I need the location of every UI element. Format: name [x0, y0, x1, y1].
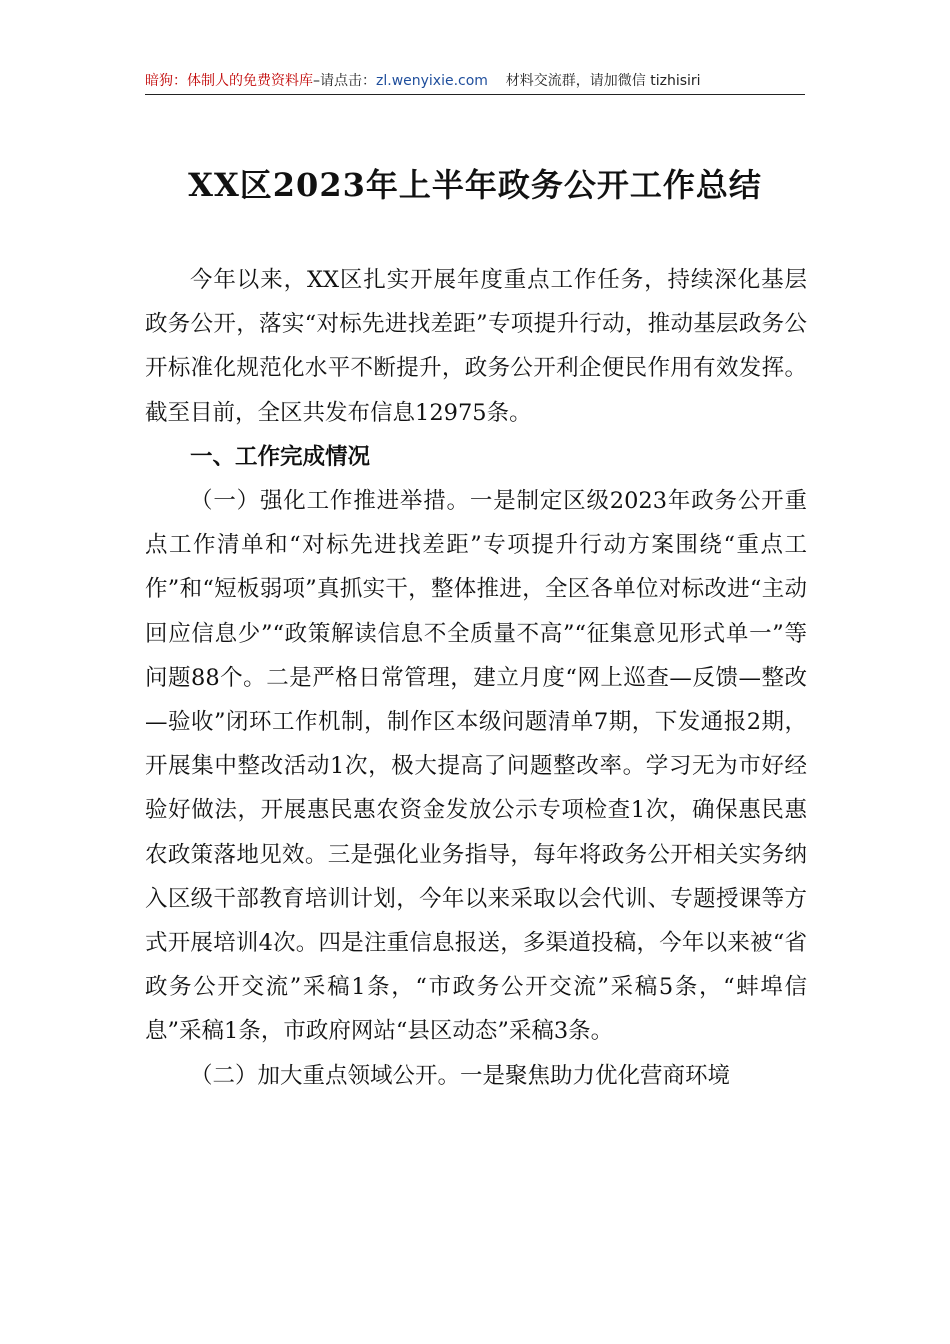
header-wechat-info: 材料交流群，请加微信 tizhisiri: [505, 73, 701, 89]
subsection-2-lead: （二）加大重点领域公开。: [190, 1062, 461, 1089]
header-site-name: 暗狗：体制人的免费资料库: [145, 73, 313, 89]
document-body: [145, 258, 807, 1098]
intro-paragraph: 今年以来，XX区扎实开展年度重点工作任务，持续深化基层政务公开，落实“对标先进找差距”专项提升行动，推动基层政务公开标准化规范化水平不断提升，政务公开利企便民作用有效发挥。截至目前，全区共发布信息12975条。: [145, 267, 807, 426]
header-url-link[interactable]: zl.wenyixie.com: [376, 73, 488, 89]
subsection-1-paragraph: [145, 479, 807, 1054]
header-click-hint: –请点击：: [313, 73, 376, 89]
subsection-2-text: 一是聚焦助力优化营商环境: [460, 1062, 731, 1089]
subsection-1-text: 一是制定区级2023年政务公开重点工作清单和“对标先进找差距”专项提升行动方案围绕“重点工作”和“短板弱项”真抓实干，整体推进，全区各单位对标改进“主动回应信息少”“政策解读信息不全质量不高”“征集意见形式单一”等问题88个。二是严格日常管理，建立月度“网上巡查—反馈—整改—验收”闭环工作机制，制作区本级问题清单7期，下发通报2期，开展集中整改活动1次，极大提高了问题整改率。学习无为市好经验好做法，开展惠民惠农资金发放公示专项检查1次，确保惠民惠农政策落地见效。三是强化业务指导，每年将政务公开相关实务纳入区级干部教育培训计划，今年以来采取以会代训、专题授课等方式开展培训4次。四是注重信息报送，多渠道投稿，今年以来被“省政务公开交流”采稿1条，“市政务公开交流”采稿5条，“蚌埠信息”采稿1条，市政府网站“县区动态”采稿3条。: [145, 488, 807, 1045]
subsection-2-paragraph: [145, 1054, 807, 1098]
document-title: XX区2023年上半年政务公开工作总结: [188, 166, 762, 204]
section-heading: 一、工作完成情况: [190, 443, 371, 470]
subsection-1-lead: （一）强化工作推进举措。: [190, 488, 470, 515]
page-header: [145, 70, 805, 95]
